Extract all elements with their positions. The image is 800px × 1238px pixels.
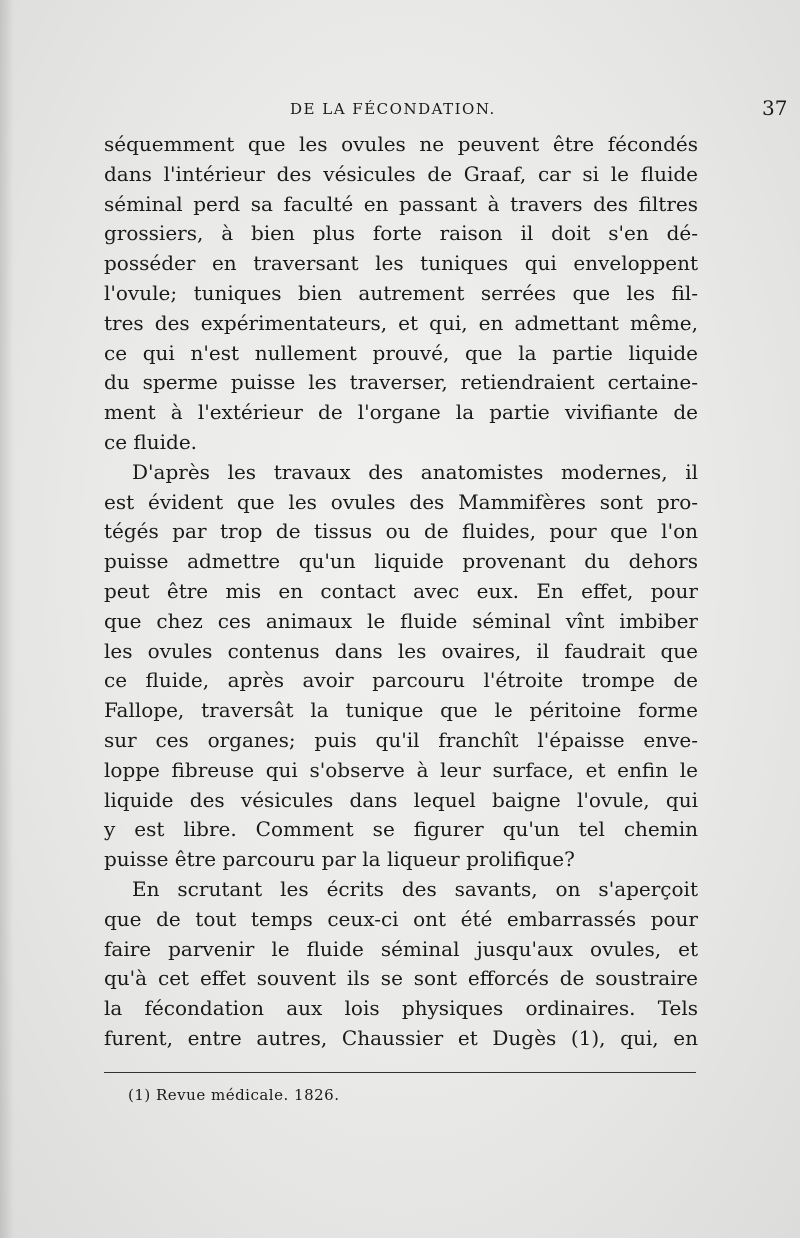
paragraph-start-line: D'après les travaux des anatomistes modernes, il — [132, 459, 698, 484]
text-line: ce qui n'est nullement prouvé, que la partie liquide — [104, 340, 698, 365]
text-line: peut être mis en contact avec eux. En effet, pour — [104, 578, 698, 603]
text-line: la fécondation aux lois physiques ordinaires. Tels — [104, 996, 698, 1021]
text-line: ment à l'extérieur de l'organe la partie vivifiante de — [104, 400, 698, 425]
text-line: du sperme puisse les traverser, retiendraient certaine- — [104, 370, 698, 395]
text-line: que de tout temps ceux-ci ont été embarrassés pour — [104, 906, 698, 931]
paragraph-end-line: puisse être parcouru par la liqueur prolifique? — [104, 847, 575, 872]
text-line: tres des expérimentateurs, et qui, en admettant même, — [104, 310, 698, 335]
footnote-divider — [104, 1072, 696, 1073]
text-line: dans l'intérieur des vésicules de Graaf, car si le fluide — [104, 161, 698, 186]
text-line: posséder en traversant les tuniques qui enveloppent — [104, 251, 698, 276]
text-line: loppe fibreuse qui s'observe à leur surface, et enfin le — [104, 757, 698, 782]
paragraph-start-line: En scrutant les écrits des savants, on s'aperçoit — [132, 876, 698, 901]
text-line: furent, entre autres, Chaussier et Dugès (1), qui, en — [104, 1025, 698, 1050]
text-line: l'ovule; tuniques bien autrement serrées que les fil- — [104, 280, 698, 305]
text-line: que chez ces animaux le fluide séminal vînt imbiber — [104, 608, 698, 633]
text-line: puisse admettre qu'un liquide provenant du dehors — [104, 549, 698, 574]
text-line: grossiers, à bien plus forte raison il doit s'en dé- — [104, 221, 698, 246]
page-number: 37 — [762, 96, 788, 120]
text-line: tégés par trop de tissus ou de fluides, pour que l'on — [104, 519, 698, 544]
text-line: liquide des vésicules dans lequel baigne l'ovule, qui — [104, 787, 698, 812]
page-edge-shadow — [0, 0, 14, 1238]
text-line: séminal perd sa faculté en passant à travers des filtres — [104, 191, 698, 216]
text-line: ce fluide, après avoir parcouru l'étroite trompe de — [104, 668, 698, 693]
text-line: les ovules contenus dans les ovaires, il faudrait que — [104, 638, 698, 663]
text-line: séquemment que les ovules ne peuvent être fécondés — [104, 132, 698, 156]
footnote: (1) Revue médicale. 1826. — [128, 1086, 340, 1104]
text-line: y est libre. Comment se figurer qu'un tel chemin — [104, 817, 698, 842]
text-line: sur ces organes; puis qu'il franchît l'épaisse enve- — [104, 727, 698, 752]
running-head: DE LA FÉCONDATION. — [290, 100, 496, 118]
text-line: Fallope, traversât la tunique que le péritoine forme — [104, 698, 698, 723]
text-line: faire parvenir le fluide séminal jusqu'aux ovules, et — [104, 936, 698, 961]
text-line: qu'à cet effet souvent ils se sont efforcés de soustraire — [104, 966, 698, 991]
body-text — [104, 130, 698, 1054]
paragraph-end-line: ce fluide. — [104, 429, 198, 454]
text-line: est évident que les ovules des Mammifères sont pro- — [104, 489, 698, 514]
